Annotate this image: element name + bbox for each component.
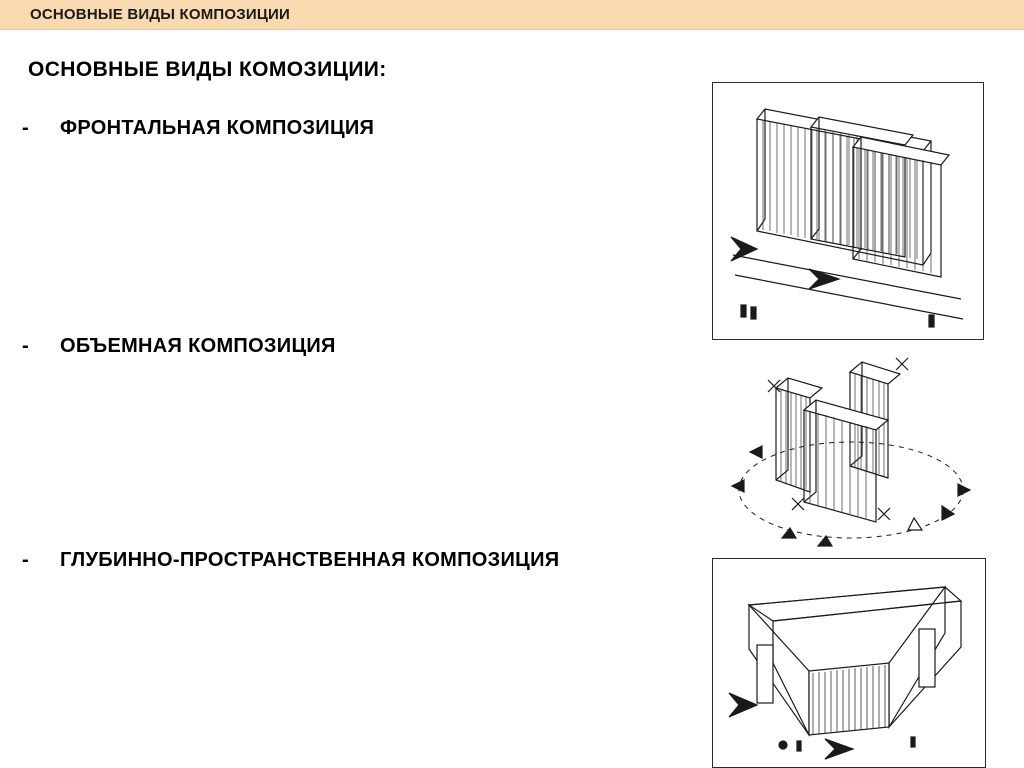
- list-item-label: ГЛУБИННО-ПРОСТРАНСТВЕННАЯ КОМПОЗИЦИЯ: [60, 549, 560, 571]
- page-title: ОСНОВНЫЕ ВИДЫ КОМОЗИЦИИ:: [28, 58, 387, 81]
- volumetric-composition-sketch: [718, 340, 984, 572]
- frontal-composition-sketch: [712, 82, 984, 340]
- list-item-label: ОБЪЕМНАЯ КОМПОЗИЦИЯ: [60, 335, 336, 357]
- slide-body: [0, 30, 1024, 767]
- bullet-marker: -: [22, 335, 29, 357]
- slide-header-title: ОСНОВНЫЕ ВИДЫ КОМПОЗИЦИИ: [30, 6, 290, 23]
- list-item: [22, 117, 374, 140]
- frontal-composition-drawing: [713, 83, 981, 337]
- volumetric-composition-drawing: [718, 340, 984, 572]
- bullet-marker: -: [22, 549, 29, 571]
- deep-space-composition-sketch: [712, 558, 986, 768]
- bullet-marker: -: [22, 117, 29, 139]
- list-item-label: ФРОНТАЛЬНАЯ КОМПОЗИЦИЯ: [60, 117, 375, 139]
- slide-header-bar: [0, 0, 1024, 30]
- list-item: [22, 549, 559, 572]
- deep-space-composition-drawing: [713, 559, 983, 765]
- list-item: [22, 335, 336, 358]
